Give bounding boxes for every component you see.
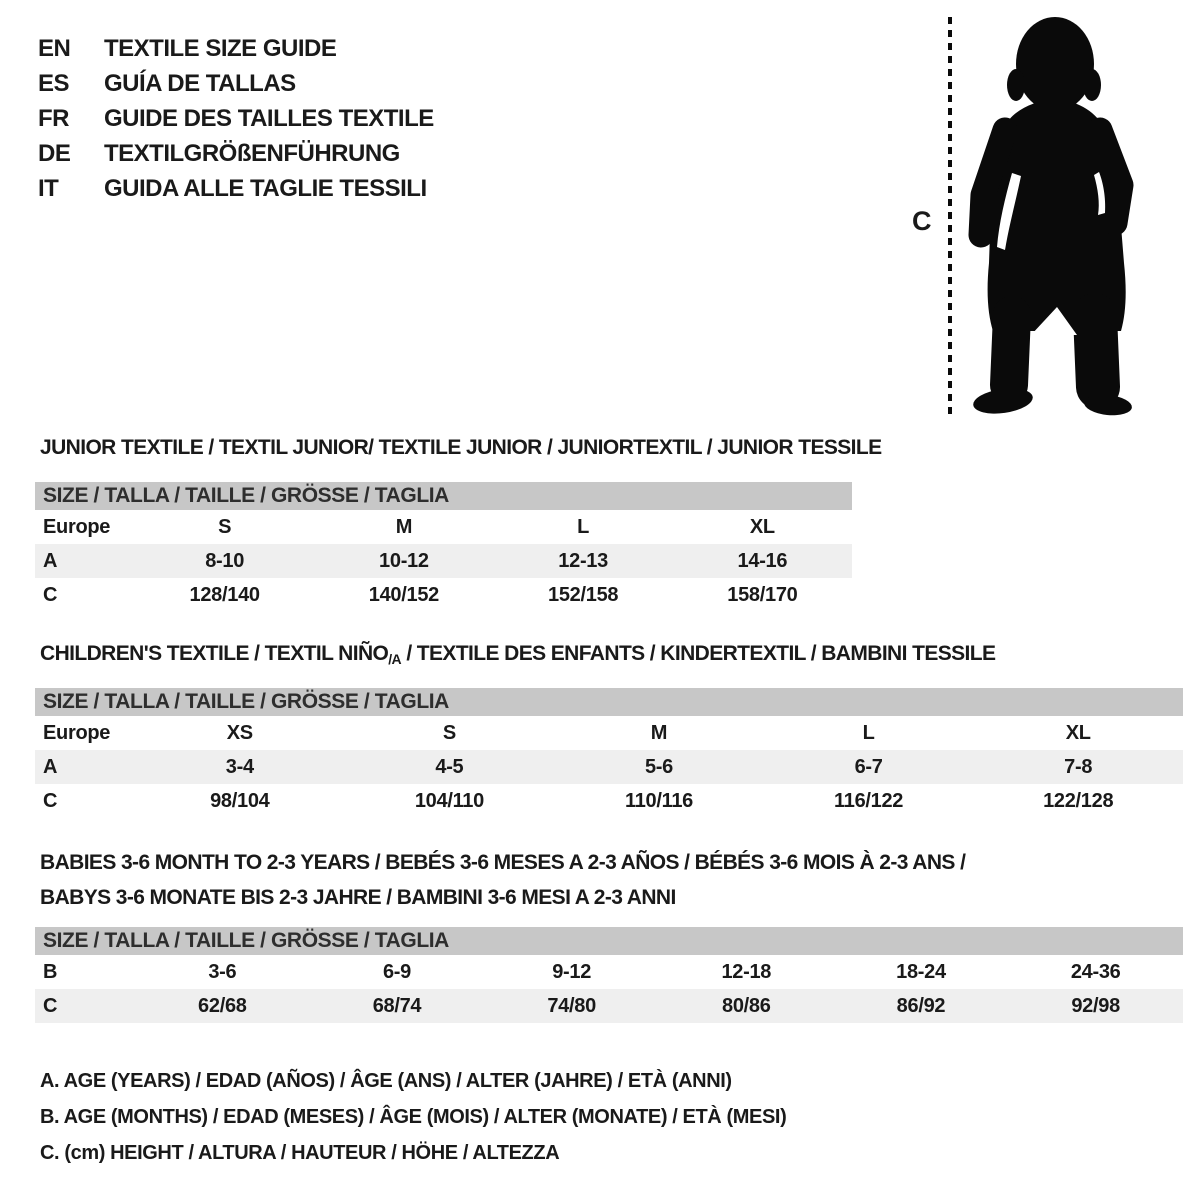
children-title-pre: CHILDREN'S TEXTILE / TEXTIL NIÑO [40, 642, 389, 665]
guide-title: TEXTILGRÖßENFÜHRUNG [104, 139, 400, 167]
height-cell: 152/158 [548, 583, 619, 606]
size-cell: S [218, 515, 232, 538]
language-code: IT [38, 174, 59, 202]
height-cell: 110/116 [624, 789, 693, 812]
language-code: EN [38, 34, 71, 62]
list-item [38, 136, 434, 171]
table-row [35, 989, 1183, 1023]
age-cell: 4-5 [345, 750, 555, 784]
age-cell: 5-6 [554, 750, 764, 784]
language-code: ES [38, 69, 70, 97]
months-cell: 6-9 [382, 960, 411, 983]
language-code: FR [38, 104, 69, 132]
height-cell: 116/122 [834, 789, 904, 812]
children-title-post: / TEXTILE DES ENFANTS / KINDERTEXTIL / BAMBINI TESSILE [401, 642, 996, 665]
size-cell: L [862, 721, 875, 744]
months-cell: 9-12 [552, 960, 592, 983]
babies-section-title [40, 845, 965, 915]
height-cell: 92/98 [1008, 989, 1183, 1023]
height-cell: 158/170 [727, 583, 798, 606]
size-cell: XL [1065, 721, 1091, 744]
children-title-sub: /A [388, 651, 402, 667]
size-header-bar: SIZE / TALLA / TAILLE / GRÖSSE / TAGLIA [35, 482, 852, 510]
table-header-row [35, 482, 852, 510]
list-item [38, 31, 434, 66]
guide-title: GUIDA ALLE TAGLIE TESSILI [104, 174, 427, 202]
list-item [38, 171, 434, 206]
age-cell: 7-8 [973, 750, 1183, 784]
row-label: A [35, 750, 135, 784]
months-cell: 24-36 [1070, 960, 1121, 983]
table-header-row [35, 927, 1183, 955]
table-row [35, 544, 852, 578]
months-cell: 3-6 [208, 960, 237, 983]
row-label: B [43, 960, 58, 983]
height-cell: 74/80 [484, 989, 659, 1023]
size-header-bar: SIZE / TALLA / TAILLE / GRÖSSE / TAGLIA [35, 688, 1183, 716]
babies-title-line2: BABYS 3-6 MONATE BIS 2-3 JAHRE / BAMBINI 3-6 MESI A 2-3 ANNI [40, 886, 676, 909]
note-age-years: A. AGE (YEARS) / EDAD (AÑOS) / ÂGE (ANS) / ALTER (JAHRE) / ETÀ (ANNI) [40, 1070, 732, 1092]
size-cell: XS [226, 721, 253, 744]
table-row [35, 784, 1183, 818]
height-cell: 62/68 [135, 989, 310, 1023]
junior-size-table [35, 482, 852, 612]
size-cell: S [442, 721, 456, 744]
babies-title-line1: BABIES 3-6 MONTH TO 2-3 YEARS / BEBÉS 3-6 MESES A 2-3 AÑOS / BÉBÉS 3-6 MOIS À 2-3 ANS / [40, 851, 966, 874]
age-cell: 8-10 [135, 544, 314, 578]
age-cell: 14-16 [673, 544, 852, 578]
toddler-silhouette-icon [898, 12, 1160, 422]
height-cell: 80/86 [659, 989, 834, 1023]
age-cell: 6-7 [764, 750, 974, 784]
toddler-figure [972, 17, 1133, 417]
height-cell: 128/140 [189, 583, 260, 606]
list-item [38, 101, 434, 136]
guide-title: GUÍA DE TALLAS [104, 69, 296, 97]
size-header-bar: SIZE / TALLA / TAILLE / GRÖSSE / TAGLIA [35, 927, 1183, 955]
age-cell: 10-12 [314, 544, 493, 578]
language-title-list [38, 31, 434, 206]
size-cell: M [650, 721, 668, 744]
language-code: DE [38, 139, 71, 167]
height-cell: 140/152 [368, 583, 439, 606]
height-cell: 86/92 [834, 989, 1009, 1023]
table-row [35, 510, 852, 544]
list-item [38, 66, 434, 101]
height-measure-label: C [912, 206, 931, 236]
height-cell: 98/104 [210, 789, 270, 812]
junior-section-title: JUNIOR TEXTILE / TEXTIL JUNIOR/ TEXTILE JUNIOR / JUNIORTEXTIL / JUNIOR TESSILE [40, 436, 882, 459]
size-cell: M [395, 515, 413, 538]
row-label: C [43, 789, 58, 812]
table-row [35, 716, 1183, 750]
children-section-title [40, 642, 995, 667]
babies-size-table [35, 927, 1183, 1023]
size-cell: XL [749, 515, 775, 538]
table-row [35, 750, 1183, 784]
size-cell: L [577, 515, 590, 538]
table-row [35, 955, 1183, 989]
legend-notes [40, 1063, 786, 1171]
note-height-cm: C. (cm) HEIGHT / ALTURA / HAUTEUR / HÖHE / ALTEZZA [40, 1142, 560, 1164]
height-cell: 104/110 [414, 789, 484, 812]
note-age-months: B. AGE (MONTHS) / EDAD (MESES) / ÂGE (MOIS) / ALTER (MONATE) / ETÀ (MESI) [40, 1106, 787, 1128]
children-size-table [35, 688, 1183, 818]
height-cell: 68/74 [310, 989, 485, 1023]
row-label: C [35, 989, 135, 1023]
age-cell: 3-4 [135, 750, 345, 784]
height-cell: 122/128 [1043, 789, 1114, 812]
age-cell: 12-13 [494, 544, 673, 578]
months-cell: 12-18 [721, 960, 772, 983]
row-label: Europe [43, 515, 111, 538]
row-label: C [43, 583, 58, 606]
row-label: Europe [43, 721, 111, 744]
table-row [35, 578, 852, 612]
row-label: A [35, 544, 135, 578]
guide-title: TEXTILE SIZE GUIDE [104, 34, 337, 62]
months-cell: 18-24 [896, 960, 946, 983]
table-header-row [35, 688, 1183, 716]
guide-title: GUIDE DES TAILLES TEXTILE [104, 104, 434, 132]
